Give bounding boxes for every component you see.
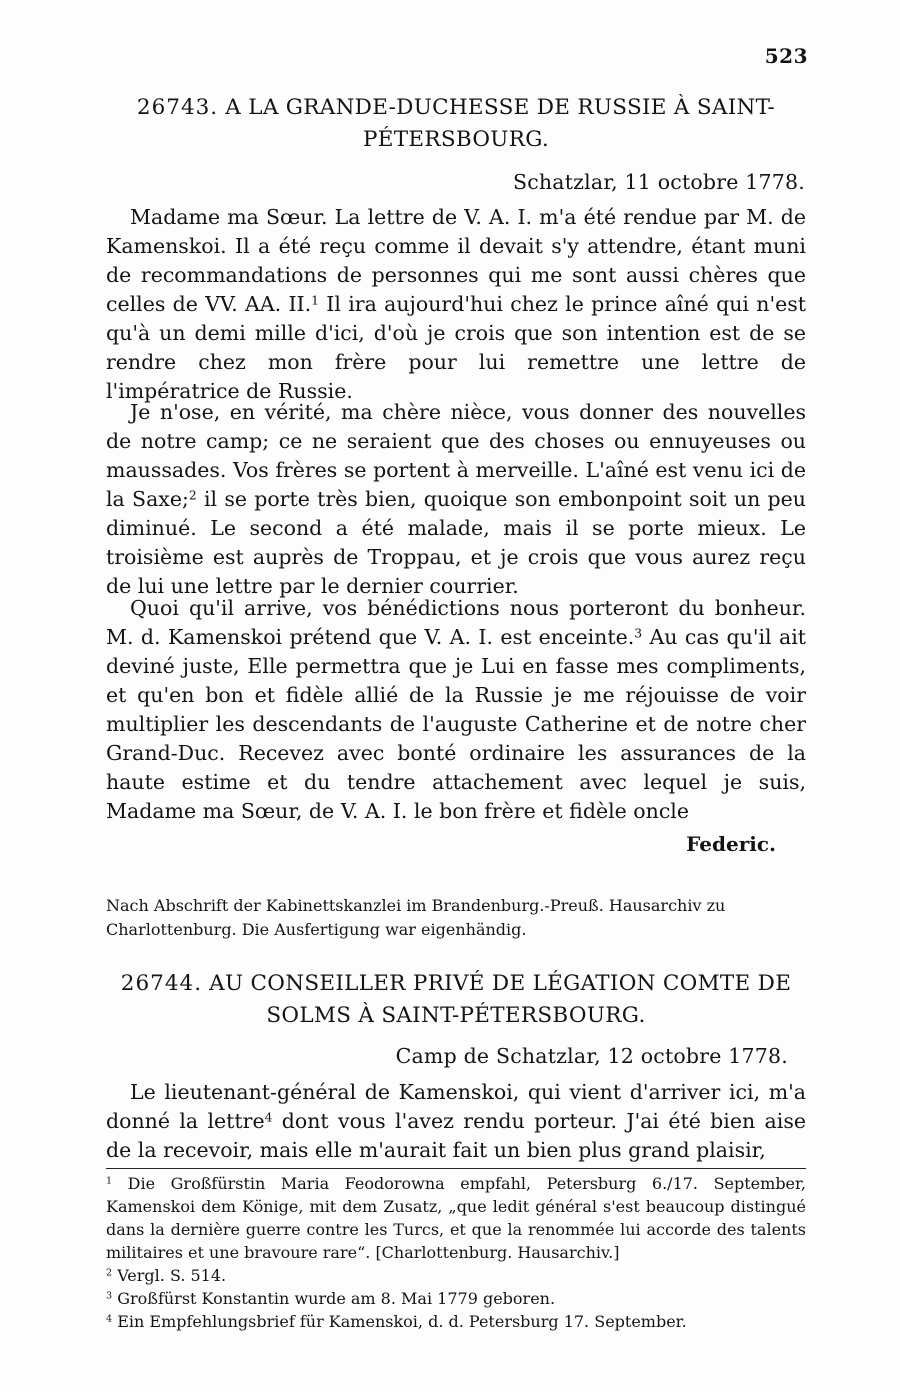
footnote-ref-1: 1 — [311, 293, 319, 308]
letter-2-paragraph-1-text-b: dont vous l'avez rendu porteur. J'ai été bien aise de la recevoir, mais elle m'aurait fait un bien plus grand plaisir, — [106, 1109, 806, 1162]
letter-1-dateline: Schatzlar, 11 octobre 1778. — [512, 170, 805, 194]
footnote-2 — [106, 1264, 806, 1287]
footnote-4-mark: 4 — [106, 1313, 113, 1325]
footnote-4 — [106, 1310, 806, 1333]
letter-1-signature: Federic. — [686, 832, 776, 856]
letter-1-paragraph-3-text-b: Au cas qu'il ait deviné juste, Elle permettra que je Lui en fasse mes compliments, et qu'en bon et fidèle allié de la Russie je me réjouisse de voir multiplier les descendants de l'auguste Catherine et de notre cher Grand-Duc. Recevez avec bonté ordinaire les assurances de la haute estime et du tendre attachement avec lequel je suis, Madame ma Sœur, de V. A. I. le bon frère et fidèle oncle — [106, 625, 806, 823]
letter-1-title-line-2: PÉTERSBOURG. — [362, 127, 550, 152]
letter-1-source-note: Nach Abschrift der Kabinettskanzlei im Brandenburg.-Preuß. Hausarchiv zu Charlottenburg. Die Ausfertigung war eigenhändig. — [106, 896, 726, 939]
letter-2-dateline: Camp de Schatzlar, 12 octobre 1778. — [395, 1044, 788, 1068]
letter-1-paragraph-1-text-b: Il ira aujourd'hui chez le prince aîné qui n'est qu'à un demi mille d'ici, d'où je crois que son intention est de se rendre chez mon frère pour lui remettre une lettre de l'impératrice de Russie. — [106, 292, 806, 403]
letter-2-paragraph-1 — [106, 1078, 806, 1165]
letter-1-paragraph-2 — [106, 398, 806, 601]
letter-1-paragraph-2-text-a: Je n'ose, en vérité, ma chère nièce, vous donner des nouvelles de notre camp; ce ne seraient que des choses ou ennuyeuses ou maussades. Vos frères se portent à merveille. L'aîné est venu ici de la Saxe; — [106, 400, 806, 511]
footnote-3 — [106, 1287, 806, 1310]
footnote-1-text: Die Großfürstin Maria Feodorowna empfahl, Petersburg 6./17. September, Kamenskoi dem Könige, mit dem Zusatz, „que ledit général s'est beaucoup distingué dans la dernière guerre contre les Turcs, et que la renommée lui accorde des talents militaires et une bravoure rare“. [Charlottenburg. Hausarchiv.] — [106, 1174, 806, 1262]
letter-1-paragraph-1 — [106, 203, 806, 406]
letter-1-heading-line-1 — [106, 92, 806, 124]
page-number: 523 — [764, 44, 808, 68]
letter-1-title-line-1: A LA GRANDE-DUCHESSE DE RUSSIE À SAINT- — [225, 95, 776, 120]
letter-2-paragraph-1-text-a: Le lieutenant-général de Kamenskoi, qui vient d'arriver ici, m'a donné la lettre — [106, 1080, 806, 1133]
letter-2-heading-line-1 — [106, 968, 806, 1000]
footnotes — [106, 1172, 806, 1333]
footnote-1-mark: 1 — [106, 1175, 113, 1187]
footnote-ref-2: 2 — [188, 488, 197, 503]
letter-1-heading — [106, 92, 806, 156]
letter-2-title-line-1: AU CONSEILLER PRIVÉ DE LÉGATION COMTE DE — [209, 971, 792, 996]
letter-1-paragraph-1-text-a: Madame ma Sœur. La lettre de V. A. I. m'a été rendue par M. de Kamenskoi. Il a été reçu comme il devait s'y attendre, étant muni de recommandations de personnes qui me sont aussi chères que celles de VV. AA. II. — [106, 205, 806, 316]
footnote-divider — [106, 1168, 806, 1169]
footnote-4-text: Ein Empfehlungsbrief für Kamenskoi, d. d. Petersburg 17. September. — [117, 1312, 687, 1331]
letter-1-paragraph-2-text-b: il se porte très bien, quoique son embonpoint soit un peu diminué. Le second a été malade, mais il se porte mieux. Le troisième est auprès de Troppau, et je crois que vous aurez reçu de lui une lettre par le dernier courrier. — [106, 487, 806, 598]
footnote-3-mark: 3 — [106, 1290, 113, 1302]
letter-1-paragraph-3-text-a: Quoi qu'il arrive, vos bénédictions nous porteront du bonheur. M. d. Kamenskoi prétend que V. A. I. est enceinte. — [106, 596, 806, 649]
footnote-ref-3: 3 — [634, 626, 643, 641]
footnote-2-mark: 2 — [106, 1267, 113, 1279]
footnote-1 — [106, 1172, 806, 1264]
letter-2-heading — [106, 968, 806, 1032]
letter-1-paragraph-3 — [106, 594, 806, 826]
letter-2-title-line-2: SOLMS À SAINT-PÉTERSBOURG. — [266, 1003, 646, 1028]
footnote-2-text: Vergl. S. 514. — [117, 1266, 227, 1285]
letter-2-number: 26744. — [120, 971, 203, 996]
letter-1-number: 26743. — [136, 95, 219, 120]
footnote-ref-4: 4 — [264, 1110, 273, 1125]
footnote-3-text: Großfürst Konstantin wurde am 8. Mai 1779 geboren. — [117, 1289, 556, 1308]
